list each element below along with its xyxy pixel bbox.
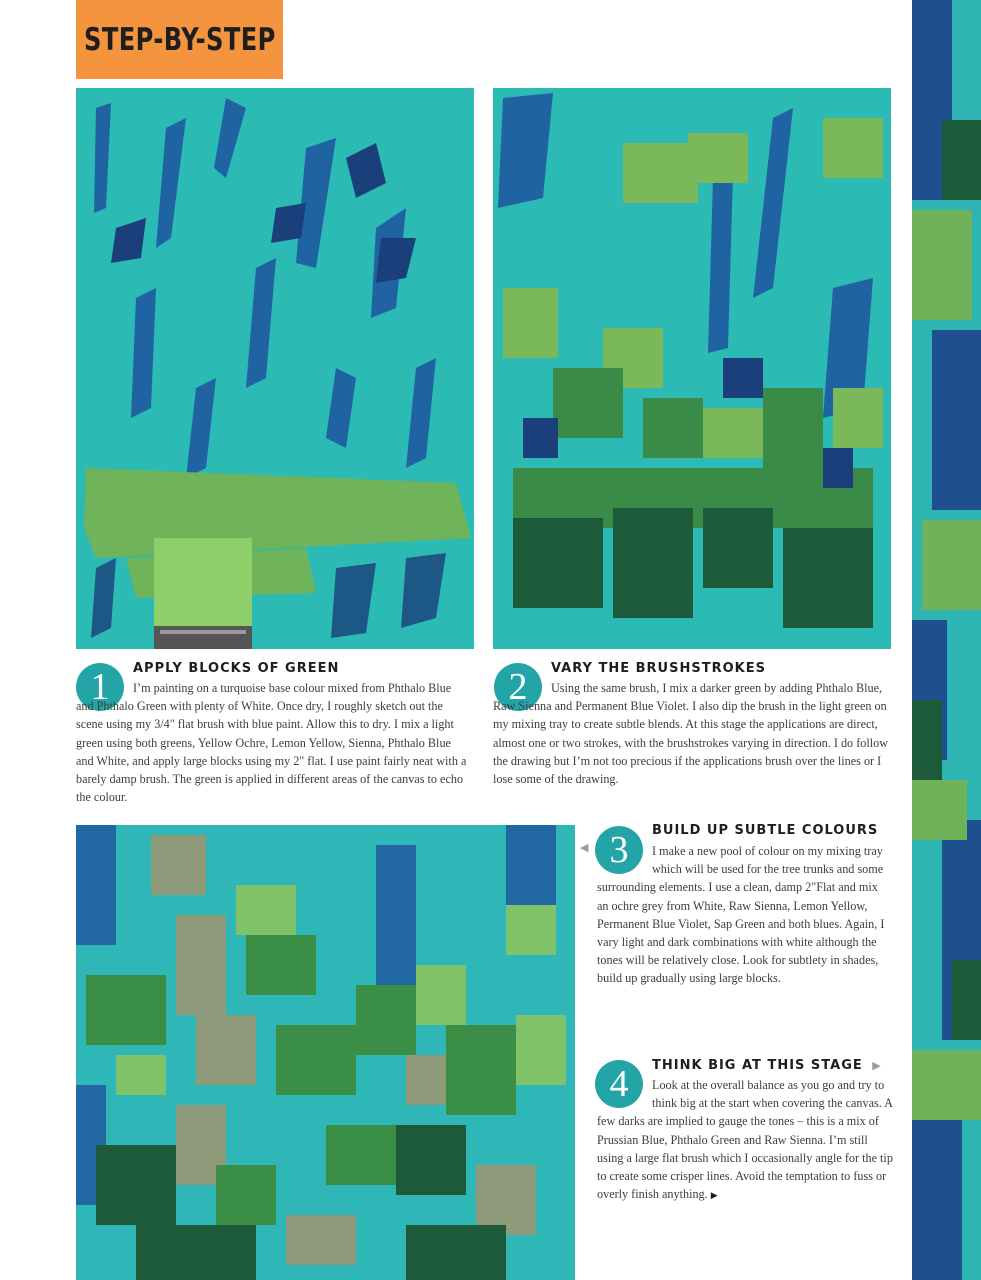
edge-painting-strip <box>912 0 981 1280</box>
end-mark-icon: ▶ <box>710 1190 718 1201</box>
step-4-body: Look at the overall balance as you go and try to think big at the start when covering the canvas. A few darks are implied to gauge the tones – this is a mix of Prussian Blue, Phthalo Green and Raw Sienna. I’m still using a large flat brush which I occasionally angle for the tip to create some crisper lines. Avoid the temptation to fuss or overly finish anything. <box>597 1078 893 1202</box>
step-1-body-block <box>76 679 471 806</box>
step-2-title: VARY THE BRUSHSTROKES <box>551 661 766 676</box>
step-1-photo <box>76 88 474 649</box>
section-tab <box>76 0 283 79</box>
step-4-body-block <box>597 1076 893 1204</box>
left-pointer-icon: ◀ <box>580 842 589 854</box>
step-3-4-photo <box>76 825 575 1280</box>
step-1-body: I’m painting on a turquoise base colour mixed from Phthalo Blue and Phthalo Green with plenty of White. Once dry, I roughly sketch out the scene using my 3/4" flat brush with blue paint. Allow this to dry. I mix a light green using both greens, Yellow Ochre, Lemon Yellow, Sienna, Phthalo Blue and White, and apply large blocks using my 2" flat. I use paint fairly neat with a barely damp brush. The green is applied in different areas of the canvas to echo the colour. <box>76 681 467 805</box>
step-4-title-text: THINK BIG AT THIS STAGE <box>652 1058 863 1073</box>
step-2-body-block <box>493 679 891 788</box>
right-pointer-icon: ▶ <box>872 1059 882 1072</box>
step-4-title <box>652 1058 882 1073</box>
step-3-body: I make a new pool of colour on my mixing tray which will be used for the tree trunks and some surrounding elements. I use a clean, damp 2"Flat and mix an ochre grey from White, Raw Sienna, Lemon Yellow, Permanent Blue Violet, Sap Green and both blues. Again, I vary light and dark combinations with white although the tones will be relatively close. Look for subtlety in shades, build up gradually using large blocks. <box>597 844 885 986</box>
step-4-number: 4 <box>595 1060 643 1108</box>
step-2-number: 2 <box>494 663 542 711</box>
step-2-body: Using the same brush, I mix a darker green by adding Phthalo Blue, Raw Sienna and Permanent Blue Violet. I also dip the brush in the light green on my mixing tray to create subtle blends. At this stage the applications are direct, almost one or two strokes, with the brushstrokes varying in direction. I do follow the drawing but I’m not too precious if the applications brush over the lines or I lose some of the drawing. <box>493 681 889 787</box>
step-3-number: 3 <box>595 826 643 874</box>
step-3-body-block <box>597 842 887 988</box>
step-2-photo <box>493 88 891 649</box>
step-3-title: BUILD UP SUBTLE COLOURS <box>652 823 879 838</box>
section-tab-label: STEP-BY-STEP <box>83 21 276 58</box>
step-1-title: APPLY BLOCKS OF GREEN <box>133 661 340 676</box>
step-1-number: 1 <box>76 663 124 711</box>
